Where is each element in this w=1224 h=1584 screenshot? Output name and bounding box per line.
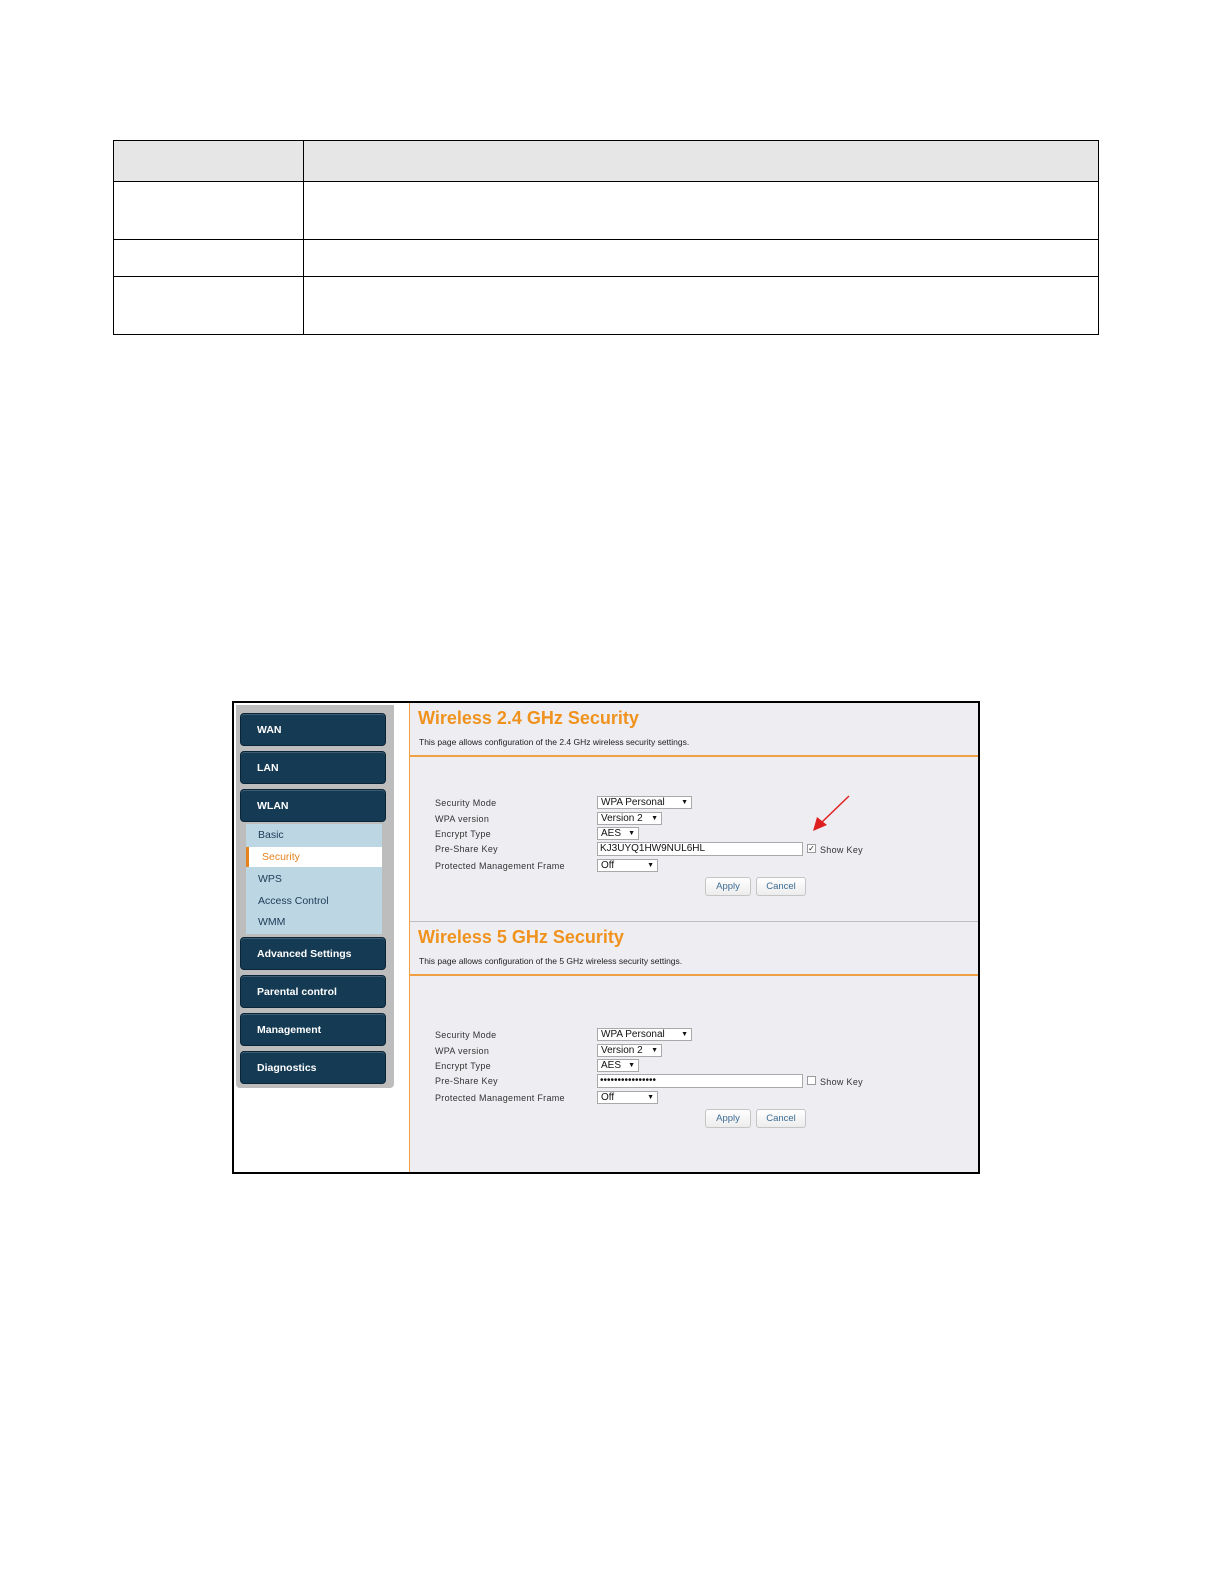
encrypt-type-select[interactable] — [597, 1059, 639, 1072]
dropdown-arrow-icon: ▼ — [647, 1094, 654, 1101]
red-arrow-icon — [805, 791, 855, 836]
encrypt-type-value: AES — [601, 1060, 622, 1071]
show-key-label: Show Key — [820, 845, 863, 855]
page-description: This page allows configuration of the 2.4 GHz wireless security settings. — [419, 737, 690, 747]
submenu-security[interactable]: Security — [246, 847, 382, 867]
sidebar — [236, 705, 394, 1088]
security-mode-label: Security Mode — [435, 798, 497, 808]
orange-divider — [410, 974, 978, 976]
table-header-row — [114, 141, 1099, 182]
dropdown-arrow-icon: ▼ — [628, 830, 635, 837]
pmf-value: Off — [601, 860, 615, 871]
nav-management[interactable]: Management — [240, 1013, 386, 1046]
security-mode-select[interactable] — [597, 796, 692, 809]
dropdown-arrow-icon: ▼ — [628, 1062, 635, 1069]
nav-parental-control[interactable]: Parental control — [240, 975, 386, 1008]
table-row — [114, 182, 1099, 240]
pmf-select[interactable] — [597, 859, 658, 872]
dropdown-arrow-icon: ▼ — [681, 799, 688, 806]
show-key-label: Show Key — [820, 1077, 863, 1087]
pmf-label: Protected Management Frame — [435, 1093, 565, 1103]
pre-share-key-label: Pre-Share Key — [435, 844, 498, 854]
wlan-submenu — [246, 824, 382, 934]
encrypt-type-value: AES — [601, 828, 622, 839]
submenu-wps[interactable]: WPS — [258, 873, 282, 885]
dropdown-arrow-icon: ▼ — [651, 1047, 658, 1054]
document-table — [113, 140, 1099, 335]
orange-divider — [410, 755, 978, 757]
encrypt-type-select[interactable] — [597, 827, 639, 840]
security-mode-value: WPA Personal — [601, 797, 665, 808]
wireless-24ghz-panel — [410, 703, 978, 921]
pre-share-key-input[interactable]: KJ3UYQ1HW9NUL6HL — [597, 842, 803, 856]
nav-wlan[interactable]: WLAN — [240, 789, 386, 822]
page-description: This page allows configuration of the 5 GHz wireless security settings. — [419, 956, 683, 966]
apply-button[interactable]: Apply — [705, 1109, 751, 1128]
table-row — [114, 240, 1099, 277]
submenu-wmm[interactable]: WMM — [258, 916, 286, 928]
nav-advanced-settings[interactable]: Advanced Settings — [240, 937, 386, 970]
page-title: Wireless 2.4 GHz Security — [418, 708, 639, 728]
wpa-version-value: Version 2 — [601, 813, 643, 824]
pmf-value: Off — [601, 1092, 615, 1103]
cancel-button[interactable]: Cancel — [756, 1109, 806, 1128]
dropdown-arrow-icon: ▼ — [681, 1031, 688, 1038]
page-title: Wireless 5 GHz Security — [418, 927, 624, 947]
pmf-label: Protected Management Frame — [435, 861, 565, 871]
pmf-select[interactable] — [597, 1091, 658, 1104]
show-key-checkbox[interactable]: ✓ — [808, 844, 815, 853]
nav-lan[interactable]: LAN — [240, 751, 386, 784]
dropdown-arrow-icon: ▼ — [651, 815, 658, 822]
encrypt-type-label: Encrypt Type — [435, 829, 491, 839]
wpa-version-label: WPA version — [435, 814, 490, 824]
nav-wan[interactable]: WAN — [240, 713, 386, 746]
router-ui-screenshot — [232, 701, 980, 1174]
wireless-5ghz-panel — [410, 922, 978, 1174]
dropdown-arrow-icon: ▼ — [647, 862, 654, 869]
cancel-button[interactable]: Cancel — [756, 877, 806, 896]
show-key-checkbox[interactable] — [807, 1076, 816, 1085]
security-mode-label: Security Mode — [435, 1030, 497, 1040]
wpa-version-select[interactable] — [597, 1044, 662, 1057]
pre-share-key-label: Pre-Share Key — [435, 1076, 498, 1086]
encrypt-type-label: Encrypt Type — [435, 1061, 491, 1071]
pre-share-key-input[interactable]: •••••••••••••••• — [597, 1074, 803, 1088]
submenu-access-control[interactable]: Access Control — [258, 895, 329, 907]
security-mode-select[interactable] — [597, 1028, 692, 1041]
wpa-version-value: Version 2 — [601, 1045, 643, 1056]
submenu-basic[interactable]: Basic — [258, 829, 284, 841]
security-mode-value: WPA Personal — [601, 1029, 665, 1040]
nav-diagnostics[interactable]: Diagnostics — [240, 1051, 386, 1084]
table-row — [114, 277, 1099, 335]
apply-button[interactable]: Apply — [705, 877, 751, 896]
wpa-version-select[interactable] — [597, 812, 662, 825]
wpa-version-label: WPA version — [435, 1046, 490, 1056]
